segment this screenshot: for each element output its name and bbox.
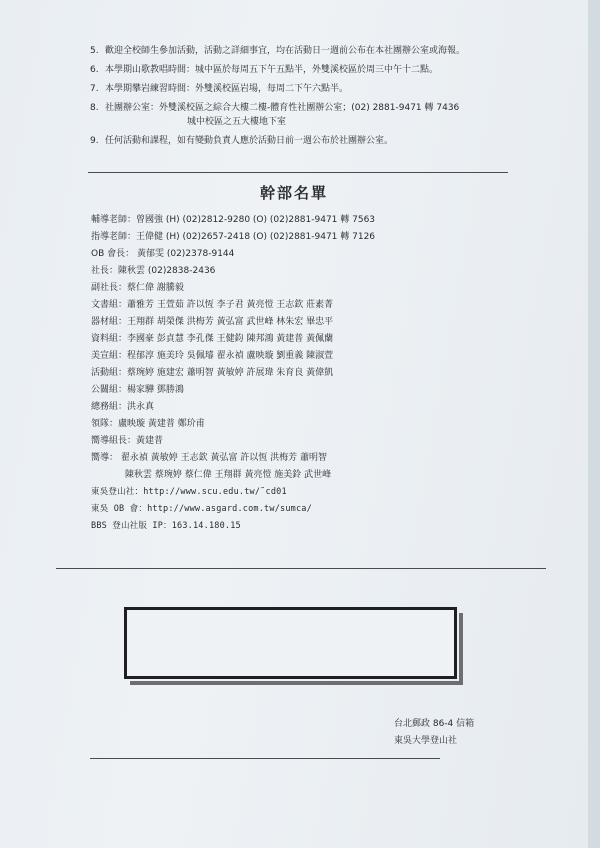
club-name: 東吳大學登山社 — [394, 736, 458, 746]
note-item — [90, 63, 465, 77]
notes-list — [90, 44, 465, 148]
address-label-box — [124, 607, 457, 679]
divider-middle — [56, 568, 546, 569]
note-text: 歡迎全校師生參加活動，活動之詳細事宜，均在活動日一週前公布在本社團辦公室或海報。 — [105, 46, 466, 56]
roster-line: 總務組：洪永真 — [91, 402, 155, 412]
note-number: 5. — [90, 46, 99, 56]
roster-line: 輔導老師：曾國強 (H) (02)2812-9280 (O) (02)2881-9471 轉 7563 — [91, 215, 376, 225]
note-text: 任何活動和課程，如有變動負責人應於活動日前一週公布於社團辦公室。 — [105, 136, 394, 146]
note-number: 8. — [90, 103, 99, 113]
roster-line: OB 會長： 黃郁雯 (02)2378-9144 — [91, 249, 235, 259]
club-url: 東吳登山社：http://www.scu.edu.tw/˜cd01 — [91, 487, 287, 497]
roster-line: 陳秋雲 蔡琬婷 蔡仁偉 王翔群 黃亮愷 施美鈴 武世峰 — [125, 470, 332, 480]
note-text: 社團辦公室：外雙溪校區之綜合大樓二樓-體育性社團辦公室；(02) 2881-9471 轉 7436 — [105, 103, 460, 113]
note-number: 7. — [90, 84, 99, 94]
note-number: 6. — [90, 65, 99, 75]
roster-line: 社長：陳秋雲 (02)2838-2436 — [91, 266, 216, 276]
roster-line: 嚮導： 翟永禎 黃敏婷 王志欽 黃弘富 許以恆 洪梅芳 蕭明智 — [91, 453, 328, 463]
note-continuation — [90, 115, 465, 129]
note-text: 城中校區之五大樓地下室 — [187, 117, 287, 127]
roster-line: 嚮導組長：黃建普 — [91, 436, 164, 446]
note-number: 9. — [90, 136, 99, 146]
return-address — [394, 716, 474, 750]
note-item — [90, 44, 465, 58]
roster-list — [91, 212, 375, 535]
roster-line: 副社長：蔡仁偉 謝騰毅 — [91, 283, 184, 293]
roster-title: 幹部名單 — [260, 184, 329, 202]
note-text: 本學期攀岩練習時間：外雙溪校區岩場，每周二下午六點半。 — [105, 84, 349, 94]
ob-url: 東吳 OB 會：http://www.asgard.com.tw/sumca/ — [91, 504, 312, 514]
roster-line: 公關組：楊家驊 鄧勝鴻 — [91, 385, 184, 395]
note-item — [90, 134, 465, 148]
roster-line: 指導老師：王偉健 (H) (02)2657-2418 (O) (02)2881-9471 轉 7126 — [91, 232, 376, 242]
roster-line: 美宣組：程郁淳 施美玲 吳佩璿 翟永禎 盧映璇 劉重義 陳淑萱 — [91, 351, 334, 361]
note-item — [90, 82, 465, 96]
divider-top — [88, 172, 508, 173]
roster-line: 資料組：李國豪 彭貞慧 李孔傑 王健鈞 陳邦鴻 黃建普 黃佩蘭 — [91, 334, 334, 344]
bbs-ip: BBS 登山社版 IP：163.14.180.15 — [91, 521, 241, 531]
divider-bottom — [90, 758, 440, 759]
po-box: 台北郵政 86-4 信箱 — [394, 719, 475, 729]
roster-line: 活動組：蔡琬婷 施建宏 蕭明智 黃敏婷 許展瑋 朱育良 黃偉凱 — [91, 368, 334, 378]
roster-line: 文書組：蕭雅芳 王萱茹 許以恆 李子君 黃亮愷 王志欽 莊素菁 — [91, 300, 334, 310]
roster-line: 領隊：盧映璇 黃建普 鄭玠甫 — [91, 419, 205, 429]
note-item — [90, 101, 465, 115]
note-text: 本學期山歌教唱時間：城中區於每周五下午五點半，外雙溪校區於周三中午十二點。 — [105, 65, 439, 75]
paper-edge — [588, 0, 600, 848]
roster-line: 器材組：王翔群 胡榮傑 洪梅芳 黃弘富 武世峰 林朱宏 畢忠平 — [91, 317, 334, 327]
